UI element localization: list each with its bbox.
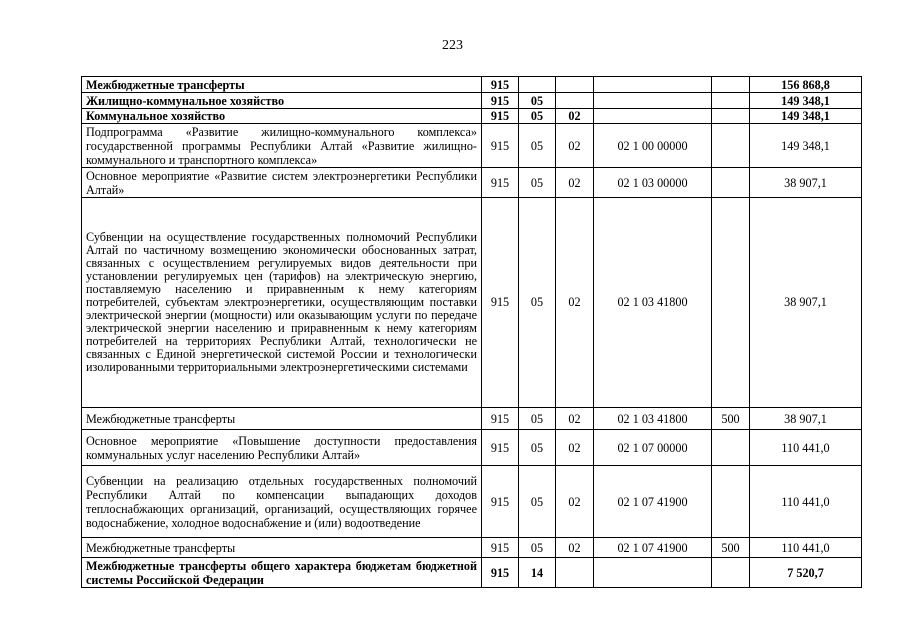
row-name-cell: Межбюджетные трансферты <box>82 77 482 93</box>
expense-type-cell: 500 <box>712 408 750 430</box>
row-name-cell: Субвенции на реализацию отдельных государственных полномочий Республики Алтай по компенсации выпадающих доходов теплоснабжающих организаций, организаций, осуществляющих горячее водоснабжение, холодное водоснабжение и (или) водоотведение <box>82 466 482 538</box>
section-code-cell: 05 <box>519 408 556 430</box>
ministry-code-cell: 915 <box>482 77 519 93</box>
page-number: 223 <box>442 38 463 53</box>
row-name-cell: Субвенции на осуществление государственных полномочий Республики Алтай по частичному возмещению экономически обоснованных затрат, связанных с осуществлением регулируемых видов деятельности при установлении регулируемых цен (тарифов) на электрическую энергию, поставляемую населению и приравненным к нему категориям потребителей, субъектам электроэнергетики, осуществляющим поставки электрической энергии (мощности) или оказывающим услуги по передаче электрической энергии населению и приравненным к нему категориям потребителей на территориях Республики Алтай, технологически не связанных с Единой энергетической системой России и технологически изолированными территориальными электроэнергетическими системами <box>82 198 482 408</box>
target-code-cell: 02 1 07 00000 <box>594 430 712 466</box>
subsection-code-cell: 02 <box>556 466 594 538</box>
target-code-cell <box>594 77 712 93</box>
amount-cell: 156 868,8 <box>750 77 862 93</box>
row-name-cell: Межбюджетные трансферты <box>82 538 482 558</box>
subsection-code-cell <box>556 558 594 588</box>
target-code-cell: 02 1 07 41900 <box>594 466 712 538</box>
row-name-cell: Основное мероприятие «Развитие систем электроэнергетики Республики Алтай» <box>82 168 482 198</box>
row-name-cell: Межбюджетные трансферты <box>82 408 482 430</box>
ministry-code-cell: 915 <box>482 408 519 430</box>
table-row <box>82 538 862 558</box>
amount-cell: 149 348,1 <box>750 124 862 168</box>
subsection-code-cell: 02 <box>556 124 594 168</box>
row-name-cell: Межбюджетные трансферты общего характера бюджетам бюджетной системы Российской Федерации <box>82 558 482 588</box>
amount-cell: 149 348,1 <box>750 109 862 124</box>
subsection-code-cell <box>556 77 594 93</box>
amount-cell: 38 907,1 <box>750 198 862 408</box>
expense-type-cell <box>712 558 750 588</box>
table-row <box>82 77 862 93</box>
amount-cell: 38 907,1 <box>750 408 862 430</box>
target-code-cell: 02 1 03 00000 <box>594 168 712 198</box>
subsection-code-cell: 02 <box>556 538 594 558</box>
expense-type-cell <box>712 168 750 198</box>
ministry-code-cell: 915 <box>482 466 519 538</box>
table-row <box>82 109 862 124</box>
row-name-cell: Основное мероприятие «Повышение доступности предоставления коммунальных услуг населению Республики Алтай» <box>82 430 482 466</box>
table-row <box>82 93 862 109</box>
section-code-cell: 05 <box>519 466 556 538</box>
row-name-cell: Жилищно-коммунальное хозяйство <box>82 93 482 109</box>
target-code-cell <box>594 109 712 124</box>
target-code-cell: 02 1 03 41800 <box>594 408 712 430</box>
subsection-code-cell: 02 <box>556 430 594 466</box>
expense-type-cell <box>712 93 750 109</box>
section-code-cell: 05 <box>519 168 556 198</box>
amount-cell: 149 348,1 <box>750 93 862 109</box>
section-code-cell: 05 <box>519 430 556 466</box>
row-name-cell: Подпрограмма «Развитие жилищно-коммунального комплекса» государственной программы Республики Алтай «Развитие жилищно-коммунального и транспортного комплекса» <box>82 124 482 168</box>
expense-type-cell <box>712 109 750 124</box>
row-name-cell: Коммунальное хозяйство <box>82 109 482 124</box>
target-code-cell: 02 1 00 00000 <box>594 124 712 168</box>
ministry-code-cell: 915 <box>482 109 519 124</box>
amount-cell: 110 441,0 <box>750 466 862 538</box>
expense-type-cell <box>712 430 750 466</box>
subsection-code-cell: 02 <box>556 168 594 198</box>
amount-cell: 110 441,0 <box>750 538 862 558</box>
expense-type-cell: 500 <box>712 538 750 558</box>
amount-cell: 7 520,7 <box>750 558 862 588</box>
target-code-cell <box>594 558 712 588</box>
section-code-cell: 05 <box>519 109 556 124</box>
amount-cell: 110 441,0 <box>750 430 862 466</box>
amount-cell: 38 907,1 <box>750 168 862 198</box>
table-row <box>82 198 862 408</box>
section-code-cell <box>519 77 556 93</box>
budget-table <box>81 76 862 588</box>
expense-type-cell <box>712 77 750 93</box>
ministry-code-cell: 915 <box>482 198 519 408</box>
expense-type-cell <box>712 124 750 168</box>
section-code-cell: 14 <box>519 558 556 588</box>
section-code-cell: 05 <box>519 198 556 408</box>
subsection-code-cell <box>556 93 594 109</box>
ministry-code-cell: 915 <box>482 538 519 558</box>
table-row <box>82 466 862 538</box>
ministry-code-cell: 915 <box>482 558 519 588</box>
table-body <box>82 77 862 588</box>
section-code-cell: 05 <box>519 538 556 558</box>
subsection-code-cell: 02 <box>556 109 594 124</box>
table-row <box>82 168 862 198</box>
table-row <box>82 558 862 588</box>
target-code-cell: 02 1 07 41900 <box>594 538 712 558</box>
subsection-code-cell: 02 <box>556 408 594 430</box>
table-row <box>82 124 862 168</box>
ministry-code-cell: 915 <box>482 168 519 198</box>
ministry-code-cell: 915 <box>482 430 519 466</box>
section-code-cell: 05 <box>519 93 556 109</box>
table-row <box>82 408 862 430</box>
section-code-cell: 05 <box>519 124 556 168</box>
ministry-code-cell: 915 <box>482 124 519 168</box>
expense-type-cell <box>712 198 750 408</box>
table-row <box>82 430 862 466</box>
target-code-cell: 02 1 03 41800 <box>594 198 712 408</box>
target-code-cell <box>594 93 712 109</box>
ministry-code-cell: 915 <box>482 93 519 109</box>
expense-type-cell <box>712 466 750 538</box>
subsection-code-cell: 02 <box>556 198 594 408</box>
